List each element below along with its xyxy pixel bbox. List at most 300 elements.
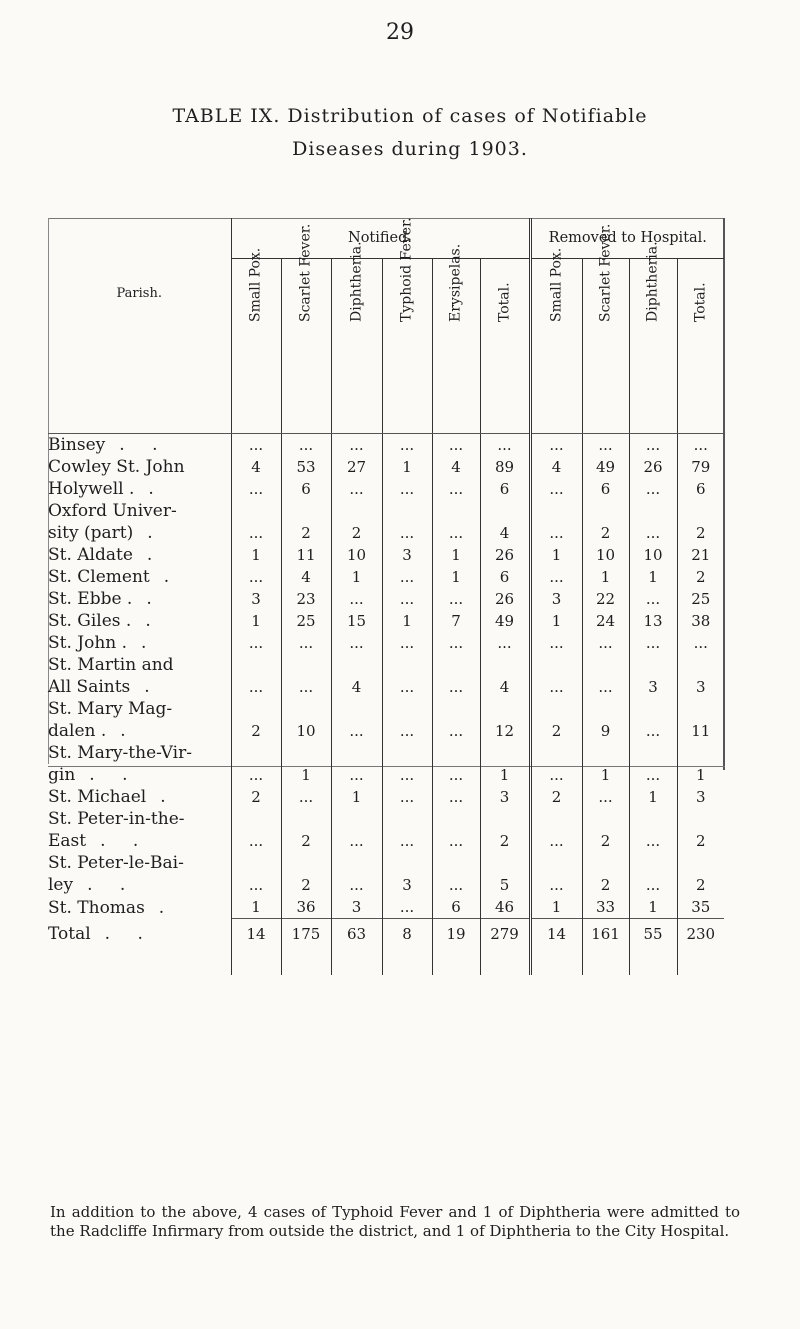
table-row (48, 478, 724, 500)
value-cell: ... (629, 830, 677, 852)
value-cell: 2 (480, 830, 530, 852)
value-cell (480, 500, 530, 522)
value-cell: 4 (281, 566, 331, 588)
value-cell: ... (331, 874, 382, 896)
value-cell: 11 (691, 722, 711, 740)
parish-name-cell (48, 919, 231, 976)
value-cell: 55 (629, 919, 677, 976)
value-cell: ... (530, 764, 582, 786)
value-cell (382, 852, 432, 874)
value-cell: ... (582, 676, 629, 698)
value-cell: ... (331, 478, 382, 500)
value-cell: ... (231, 764, 281, 786)
parish-name-cell (48, 808, 231, 830)
value-cell: 1 (331, 566, 382, 588)
value-cell: 10 (629, 544, 677, 566)
value-cell: 2 (582, 522, 629, 544)
value-cell (231, 808, 281, 830)
column-header-label: Diphtheria. (348, 241, 364, 322)
value-cell: 13 (629, 610, 677, 632)
column-header-label: Typhoid Fever. (398, 217, 415, 322)
value-cell: 10 (331, 544, 382, 566)
value-cell: ... (331, 764, 382, 786)
value-cell: ... (382, 566, 432, 588)
value-cell: 1 (696, 766, 706, 784)
value-cell: 1 (629, 566, 677, 588)
column-header (231, 247, 281, 370)
leader-dots: . (158, 897, 176, 918)
value-cell (530, 698, 582, 720)
value-cell (281, 500, 331, 522)
parish-name: gin (48, 765, 76, 785)
value-cell: ... (629, 478, 677, 500)
value-cell (677, 808, 724, 830)
parish-name: St. Michael (48, 787, 147, 807)
parish-name: Oxford Univer- (48, 501, 177, 521)
leader-dots: . (160, 787, 177, 807)
value-cell (530, 654, 582, 676)
value-cell: ... (331, 830, 382, 852)
value-cell (331, 742, 382, 764)
parish-name-cell (48, 500, 231, 522)
value-cell (629, 500, 677, 522)
value-cell: 161 (582, 919, 629, 976)
value-cell: 63 (331, 919, 382, 976)
value-cell: 279 (480, 919, 530, 976)
column-header-label: Scarlet Fever. (297, 223, 314, 322)
value-cell (331, 808, 382, 830)
value-cell: 14 (530, 919, 582, 976)
leader-dots: . (145, 611, 162, 631)
value-cell (677, 698, 724, 720)
value-cell (331, 654, 382, 676)
table-row (48, 830, 724, 852)
parish-name-cell (48, 544, 231, 566)
table-row (48, 896, 724, 919)
column-header (582, 223, 629, 370)
value-cell: 7 (432, 610, 480, 632)
value-cell: ... (382, 830, 432, 852)
column-header-label: Diphtheria. (644, 241, 661, 322)
value-cell (582, 852, 629, 874)
parish-name-cell (48, 522, 231, 544)
parish-name: Binsey (48, 435, 106, 455)
table-row (48, 742, 724, 764)
value-cell: 1 (530, 610, 582, 632)
value-cell: 2 (582, 874, 629, 896)
parish-name: St. Mary Mag- (48, 699, 173, 719)
value-cell (231, 500, 281, 522)
leader-dots: . (146, 589, 163, 609)
leader-dots: . (144, 677, 161, 697)
value-cell: 1 (281, 764, 331, 786)
value-cell: 4 (480, 522, 530, 544)
parish-name-cell (48, 632, 231, 654)
value-cell: 38 (691, 612, 711, 630)
total-row (48, 919, 724, 976)
table-row (48, 500, 724, 522)
value-cell: ... (382, 522, 432, 544)
footer-note: In addition to the above, 4 cases of Typhoid Fever and 1 of Diphtheria were admitted to the Radcliffe Infirmary from outside the district, and 1 of Diphtheria to the City Hospital. (50, 1203, 740, 1240)
value-cell: 3 (480, 786, 530, 808)
value-cell (582, 654, 629, 676)
value-cell (432, 808, 480, 830)
value-cell: 46 (480, 896, 530, 919)
value-cell: 6 (696, 480, 706, 498)
value-cell: ... (231, 830, 281, 852)
value-cell: 79 (691, 458, 711, 476)
value-cell: ... (382, 896, 432, 919)
value-cell: ... (629, 874, 677, 896)
value-cell: ... (432, 874, 480, 896)
leader-dots: . (148, 479, 165, 499)
value-cell: 175 (281, 919, 331, 976)
value-cell (677, 500, 724, 522)
value-cell: ... (281, 786, 331, 808)
value-cell: 14 (231, 919, 281, 976)
value-cell: 10 (582, 544, 629, 566)
value-cell: 6 (480, 566, 530, 588)
value-cell: 2 (696, 832, 706, 850)
value-cell: ... (530, 566, 582, 588)
table-row (48, 456, 724, 478)
table-row (48, 544, 724, 566)
parish-name-cell (48, 478, 231, 500)
value-cell: 1 (231, 610, 281, 632)
value-cell: ... (530, 830, 582, 852)
value-cell: 1 (331, 786, 382, 808)
value-cell: ... (530, 434, 582, 457)
title-line-2: Diseases during 1903. (292, 138, 528, 160)
value-cell (231, 742, 281, 764)
value-cell: ... (231, 434, 281, 457)
value-cell (231, 654, 281, 676)
value-cell: ... (432, 676, 480, 698)
value-cell: 26 (480, 588, 530, 610)
column-header (331, 241, 382, 370)
table-row (48, 808, 724, 830)
column-header (530, 247, 582, 370)
column-header (629, 241, 677, 370)
column-header (677, 259, 724, 370)
parish-name-cell (48, 764, 231, 786)
value-cell (480, 698, 530, 720)
value-cell: 4 (432, 456, 480, 478)
value-cell: 1 (582, 566, 629, 588)
parish-name-cell (48, 676, 231, 698)
value-cell: ... (629, 764, 677, 786)
column-header-label: Scarlet Fever. (597, 223, 614, 322)
value-cell: ... (231, 874, 281, 896)
value-cell: 53 (281, 456, 331, 478)
parish-name: All Saints (48, 677, 131, 697)
value-cell: 89 (480, 456, 530, 478)
value-cell: 6 (582, 478, 629, 500)
value-cell: 3 (696, 678, 706, 696)
value-cell: 1 (530, 896, 582, 919)
value-cell (382, 808, 432, 830)
value-cell: 6 (480, 478, 530, 500)
leader-dots: . . (104, 923, 154, 944)
table-row (48, 852, 724, 874)
value-cell: 4 (231, 456, 281, 478)
value-cell (582, 698, 629, 720)
value-cell: 3 (331, 896, 382, 919)
parish-name: ley (48, 875, 74, 895)
value-cell: 33 (582, 896, 629, 919)
value-cell: 2 (696, 568, 706, 586)
value-cell: ... (432, 764, 480, 786)
value-cell: 2 (696, 876, 706, 894)
value-cell: 21 (691, 546, 711, 564)
value-cell: 2 (281, 522, 331, 544)
value-cell: 1 (231, 544, 281, 566)
value-cell: 35 (691, 898, 711, 916)
value-cell: ... (281, 676, 331, 698)
value-cell: 27 (331, 456, 382, 478)
parish-name: dalen . (48, 721, 107, 741)
value-cell (281, 808, 331, 830)
parish-name: St. Giles . (48, 611, 132, 631)
table-row (48, 588, 724, 610)
value-cell: 1 (480, 764, 530, 786)
value-cell: 11 (281, 544, 331, 566)
parish-header: Parish. (48, 218, 231, 369)
value-cell: 1 (231, 896, 281, 919)
value-cell (281, 654, 331, 676)
value-cell (480, 654, 530, 676)
parish-name-cell (48, 456, 231, 478)
removed-group-header: Removed to Hospital. (530, 218, 724, 259)
value-cell: ... (693, 634, 708, 652)
value-cell: 2 (281, 830, 331, 852)
value-cell (432, 852, 480, 874)
value-cell (432, 500, 480, 522)
value-cell: 49 (480, 610, 530, 632)
parish-name: St. Aldate (48, 545, 133, 565)
value-cell: 1 (629, 896, 677, 919)
parish-name-cell (48, 786, 231, 808)
parish-name-cell (48, 654, 231, 676)
value-cell (480, 852, 530, 874)
value-cell: 25 (691, 590, 711, 608)
value-cell (582, 500, 629, 522)
page-number: 29 (386, 20, 414, 45)
table-row (48, 786, 724, 808)
value-cell: 25 (281, 610, 331, 632)
value-cell: ... (530, 522, 582, 544)
column-header (432, 243, 480, 370)
parish-name-cell (48, 720, 231, 742)
table-title (50, 100, 770, 166)
value-cell (432, 742, 480, 764)
value-cell: ... (281, 632, 331, 654)
value-cell: 3 (382, 544, 432, 566)
value-cell (629, 852, 677, 874)
value-cell (629, 698, 677, 720)
column-header-label: Total. (496, 282, 513, 322)
value-cell: ... (231, 566, 281, 588)
value-cell (582, 742, 629, 764)
value-cell (281, 852, 331, 874)
value-cell: ... (382, 588, 432, 610)
value-cell: 9 (582, 720, 629, 742)
value-cell: ... (432, 830, 480, 852)
parish-name: St. Martin and (48, 655, 174, 675)
title-line-1: TABLE IX. Distribution of cases of Notifiable (172, 105, 648, 127)
value-cell: 230 (677, 919, 724, 976)
value-cell: 1 (382, 456, 432, 478)
value-cell: 49 (582, 456, 629, 478)
value-cell: 3 (231, 588, 281, 610)
parish-name: St. Peter-le-Bai- (48, 853, 184, 873)
value-cell: ... (331, 434, 382, 457)
value-cell (530, 852, 582, 874)
value-cell: ... (480, 434, 530, 457)
notified-group-header: Notified. (231, 218, 530, 259)
value-cell: ... (582, 786, 629, 808)
value-cell: ... (231, 478, 281, 500)
value-cell: 6 (432, 896, 480, 919)
value-cell: ... (432, 588, 480, 610)
value-cell: 4 (480, 676, 530, 698)
value-cell: 22 (582, 588, 629, 610)
disease-distribution-table (48, 218, 724, 975)
value-cell (530, 742, 582, 764)
value-cell (331, 500, 382, 522)
value-cell: 36 (281, 896, 331, 919)
parish-name-cell (48, 874, 231, 896)
parish-name: St. Thomas (48, 897, 145, 918)
parish-name: East (48, 831, 87, 851)
leader-dots: . (147, 523, 164, 543)
value-cell: 2 (231, 720, 281, 742)
value-cell: ... (382, 764, 432, 786)
value-cell: ... (530, 632, 582, 654)
value-cell (677, 654, 724, 676)
column-header-label: Small Pox. (548, 247, 565, 322)
value-cell: 19 (432, 919, 480, 976)
value-cell (629, 808, 677, 830)
value-cell (432, 654, 480, 676)
column-header (480, 259, 530, 370)
value-cell: 2 (696, 524, 706, 542)
parish-name-cell (48, 896, 231, 919)
value-cell: 26 (480, 544, 530, 566)
value-cell: ... (530, 676, 582, 698)
value-cell: ... (382, 720, 432, 742)
column-header-label: Total. (692, 282, 709, 322)
value-cell: ... (281, 434, 331, 457)
table-row (48, 720, 724, 742)
parish-name: St. Peter-in-the- (48, 809, 185, 829)
value-cell: 2 (331, 522, 382, 544)
value-cell (629, 742, 677, 764)
value-cell: ... (432, 720, 480, 742)
column-header (382, 217, 432, 370)
value-cell (382, 500, 432, 522)
value-cell: ... (629, 632, 677, 654)
value-cell: ... (432, 522, 480, 544)
value-cell (677, 852, 724, 874)
value-cell (331, 852, 382, 874)
value-cell: ... (432, 434, 480, 457)
value-cell: ... (331, 588, 382, 610)
parish-name-cell (48, 852, 231, 874)
value-cell: 23 (281, 588, 331, 610)
value-cell: ... (382, 632, 432, 654)
value-cell: 5 (480, 874, 530, 896)
value-cell: 15 (331, 610, 382, 632)
value-cell (582, 808, 629, 830)
table-row (48, 632, 724, 654)
value-cell: ... (432, 632, 480, 654)
value-cell: 2 (231, 786, 281, 808)
table-row (48, 566, 724, 588)
value-cell: ... (331, 720, 382, 742)
table-row (48, 434, 724, 457)
table-row (48, 764, 724, 786)
value-cell: 12 (480, 720, 530, 742)
leader-dots: . (163, 567, 181, 587)
parish-name: sity (part) (48, 523, 134, 543)
value-cell (677, 742, 724, 764)
value-cell (530, 808, 582, 830)
table-row (48, 676, 724, 698)
value-cell: ... (629, 522, 677, 544)
leader-dots: . . (89, 765, 139, 785)
value-cell: 4 (530, 456, 582, 478)
table-row (48, 610, 724, 632)
value-cell: 1 (530, 544, 582, 566)
parish-name-cell (48, 698, 231, 720)
value-cell (530, 500, 582, 522)
value-cell: 1 (582, 764, 629, 786)
value-cell: 1 (432, 544, 480, 566)
value-cell (331, 698, 382, 720)
value-cell: ... (629, 588, 677, 610)
value-cell (281, 742, 331, 764)
value-cell: ... (382, 478, 432, 500)
value-cell: ... (530, 874, 582, 896)
value-cell: ... (693, 436, 708, 454)
parish-name-cell (48, 830, 231, 852)
value-cell: ... (480, 632, 530, 654)
value-cell (231, 852, 281, 874)
leader-dots: . . (119, 435, 169, 455)
value-cell (480, 808, 530, 830)
leader-dots: . . (87, 875, 137, 895)
parish-name: St. John . (48, 633, 128, 653)
leader-dots: . (120, 721, 137, 741)
value-cell: ... (530, 478, 582, 500)
value-cell: 3 (530, 588, 582, 610)
parish-name-cell (48, 610, 231, 632)
parish-name: Cowley St. John (48, 457, 185, 477)
table-row (48, 874, 724, 896)
value-cell: 24 (582, 610, 629, 632)
value-cell (281, 698, 331, 720)
table-row (48, 654, 724, 676)
value-cell: 2 (530, 786, 582, 808)
value-cell: 3 (696, 788, 706, 806)
column-header-label: Small Pox. (247, 247, 264, 322)
parish-name: St. Clement (48, 567, 150, 587)
value-cell: 2 (530, 720, 582, 742)
value-cell (382, 742, 432, 764)
value-cell: 2 (582, 830, 629, 852)
value-cell: 26 (629, 456, 677, 478)
